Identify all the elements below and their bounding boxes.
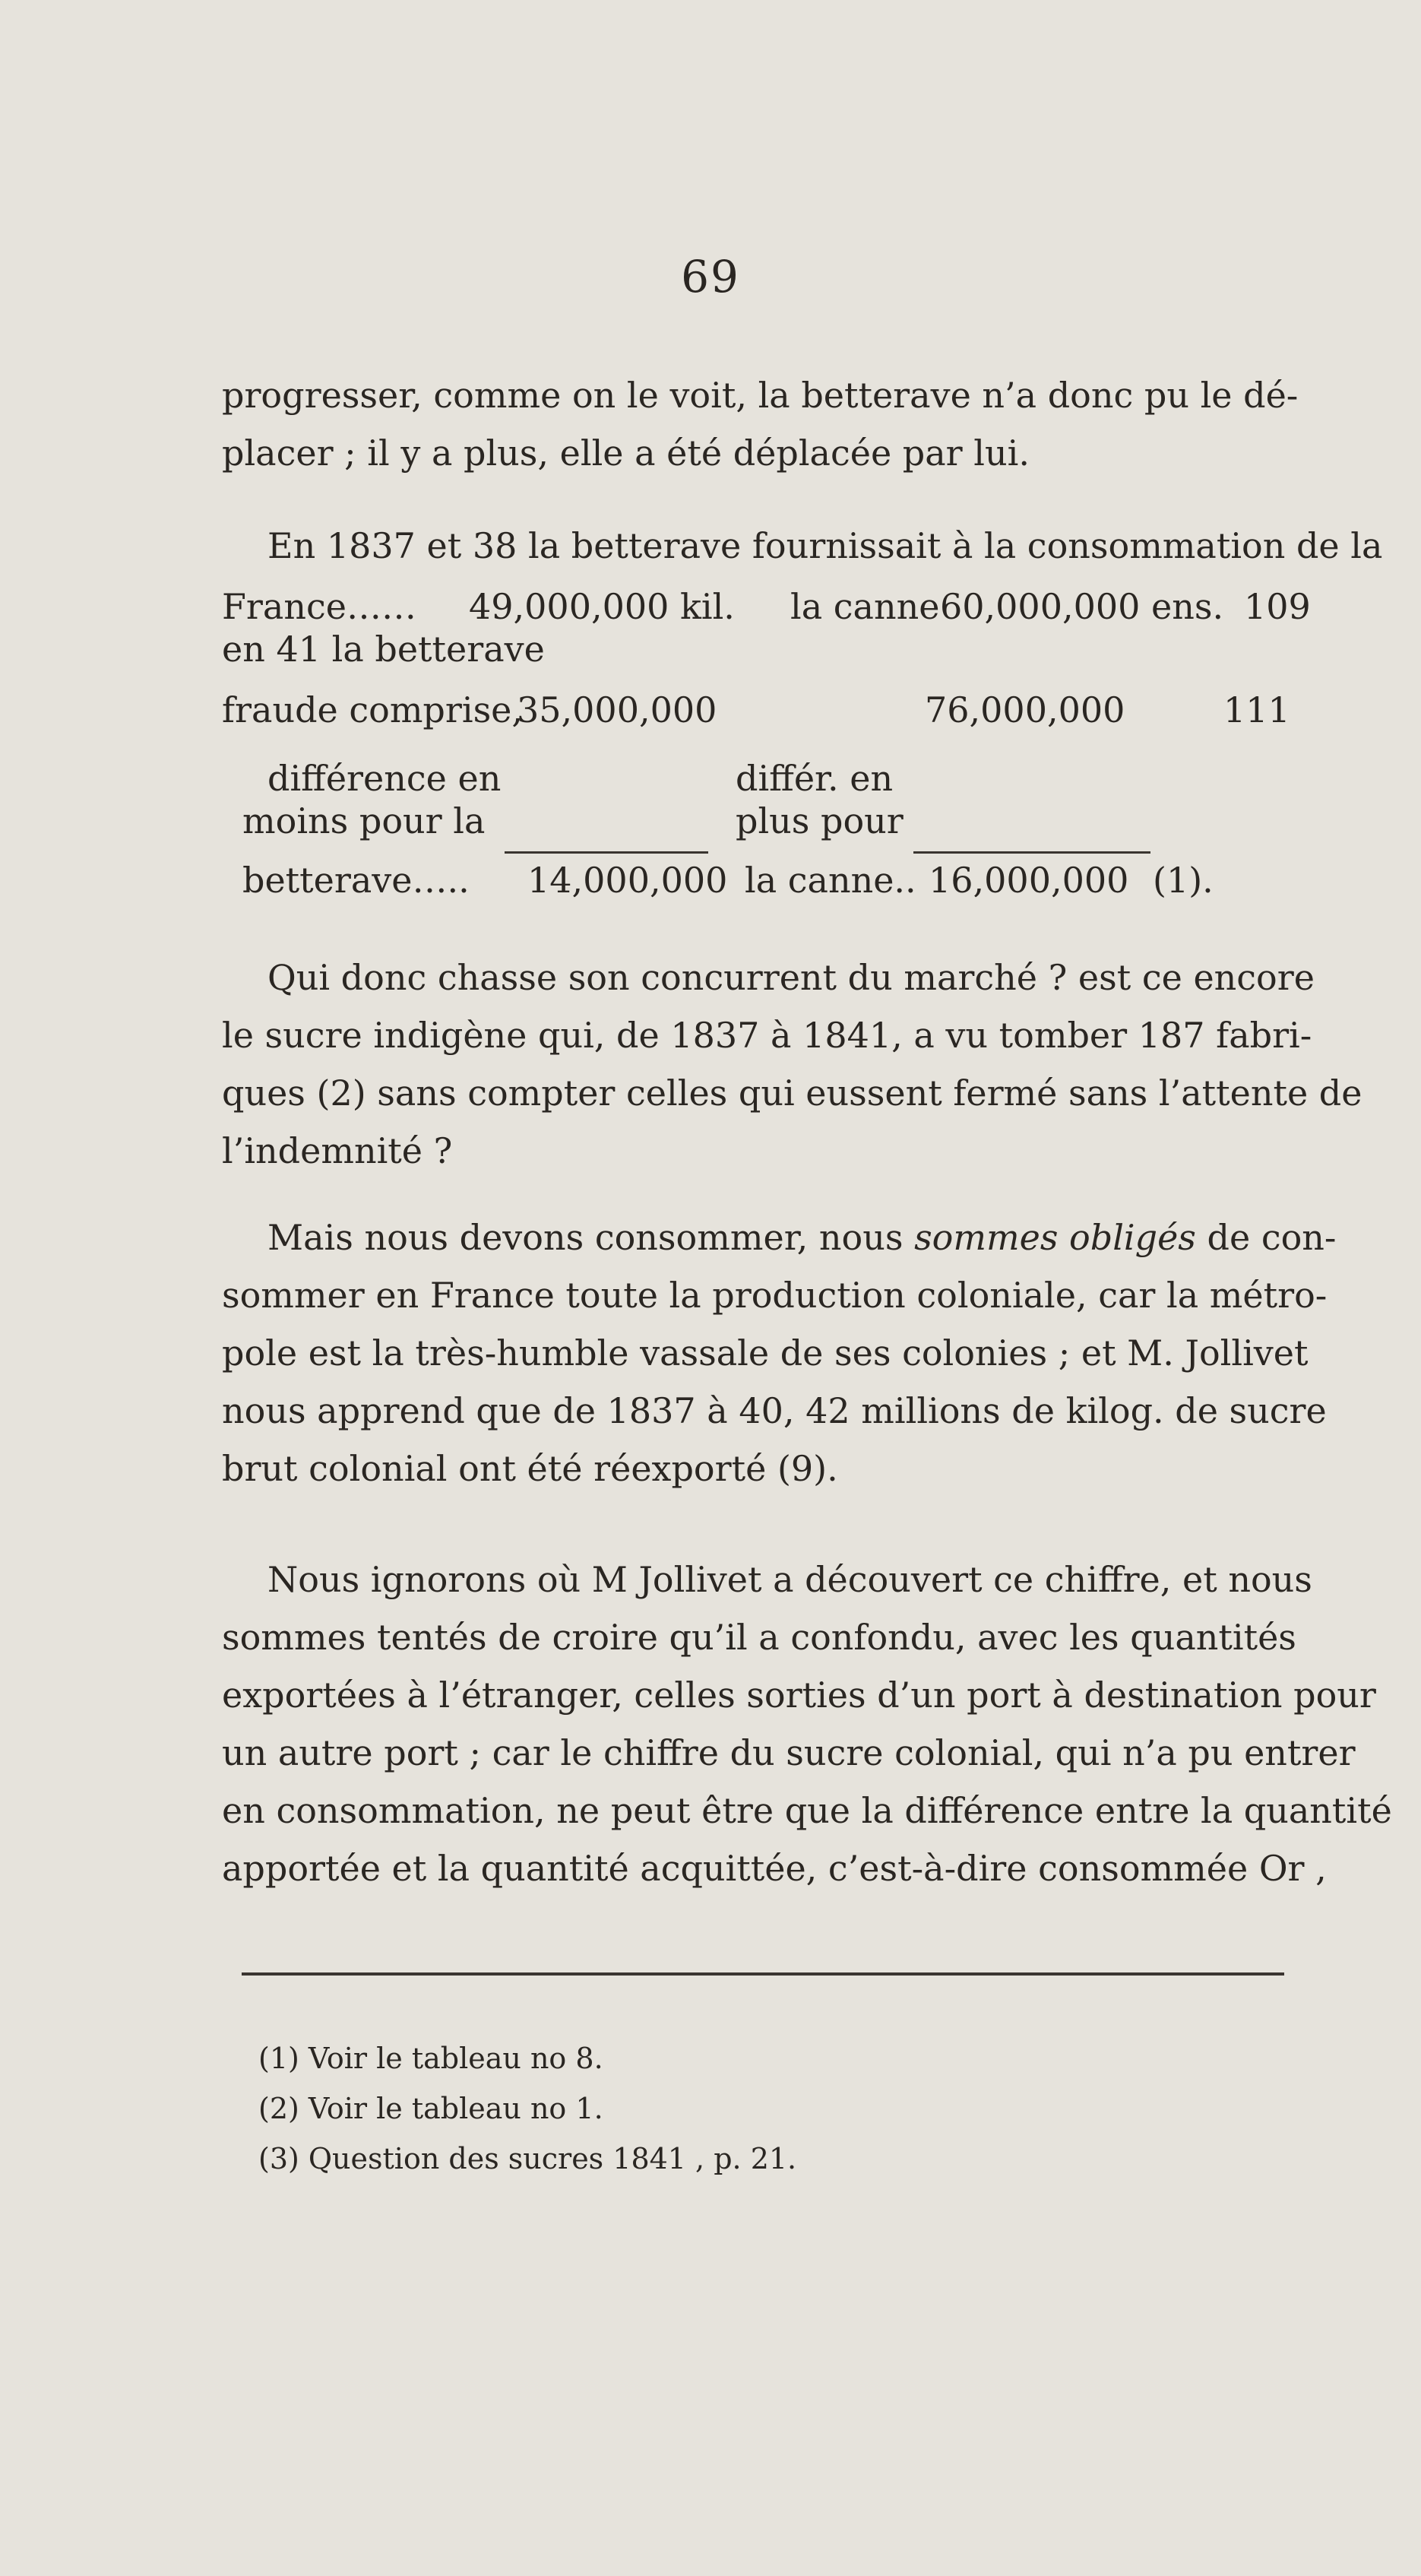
text-line: progresser, comme on le voit, la betterave n’a donc pu le dé- bbox=[222, 375, 1299, 416]
sum-rule-cane bbox=[913, 851, 1150, 854]
page-number: 69 bbox=[681, 251, 740, 303]
row-label: moins pour la bbox=[242, 800, 486, 841]
text-line: en consommation, ne peut être que la différence entre la quantité bbox=[222, 1790, 1392, 1831]
cane-value: 60,000,000 ens. bbox=[940, 586, 1224, 627]
footnote-separator bbox=[242, 1972, 1284, 1976]
right-value: 111 bbox=[1223, 689, 1290, 730]
paragraph-2 bbox=[222, 949, 1362, 1180]
text-line: l’indemnité ? bbox=[222, 1130, 453, 1171]
footnotes bbox=[258, 2033, 796, 2184]
row-label: différ. en bbox=[736, 758, 894, 799]
text-run: Mais nous devons consommer, nous bbox=[267, 1217, 904, 1258]
text-line: le sucre indigène qui, de 1837 à 1841, a vu tomber 187 fabri- bbox=[222, 1015, 1312, 1056]
table-intro bbox=[222, 517, 1383, 575]
row-label: plus pour bbox=[736, 800, 904, 841]
cane-difference: 16,000,000 bbox=[929, 860, 1129, 901]
beet-difference: 14,000,000 bbox=[527, 860, 728, 901]
footnote: (2) Voir le tableau no 1. bbox=[258, 2092, 603, 2125]
footnote-ref: (1). bbox=[1153, 860, 1214, 901]
text-line: sommes tentés de croire qu’il a confondu, avec les quantités bbox=[222, 1617, 1296, 1658]
beet-value: 35,000,000 bbox=[517, 689, 717, 730]
text-line: nous apprend que de 1837 à 40, 42 millions de kilog. de sucre bbox=[222, 1390, 1327, 1431]
paragraph-3 bbox=[222, 1209, 1337, 1497]
text-line: brut colonial ont été réexporté (9). bbox=[222, 1448, 838, 1489]
sum-rule-beet bbox=[505, 851, 708, 854]
text-line: En 1837 et 38 la betterave fournissait à la consommation de la bbox=[267, 525, 1383, 566]
text-line: sommer en France toute la production coloniale, car la métro- bbox=[222, 1275, 1328, 1316]
emphasis-text: sommes obligés bbox=[914, 1217, 1196, 1258]
row-label: en 41 la betterave bbox=[222, 629, 545, 670]
cane-value: 76,000,000 bbox=[925, 689, 1125, 730]
text-line: pole est la très-humble vassale de ses colonies ; et M. Jollivet bbox=[222, 1332, 1309, 1374]
text-line: apportée et la quantité acquittée, c’est-à-dire consommée Or , bbox=[222, 1848, 1327, 1889]
row-label: différence en bbox=[267, 758, 502, 799]
cane-label: la canne bbox=[790, 586, 940, 627]
text-line: Nous ignorons où M Jollivet a découvert ce chiffre, et nous bbox=[267, 1559, 1312, 1600]
footnote: (3) Question des sucres 1841 , p. 21. bbox=[258, 2142, 797, 2175]
paragraph-1 bbox=[222, 366, 1299, 482]
beet-value: 49,000,000 kil. bbox=[469, 586, 735, 627]
text-line: ques (2) sans compter celles qui eussent fermé sans l’attente de bbox=[222, 1073, 1362, 1114]
text-line: placer ; il y a plus, elle a été déplacée par lui. bbox=[222, 433, 1030, 474]
row-label: la canne.. bbox=[745, 860, 916, 901]
text-line: un autre port ; car le chiffre du sucre colonial, qui n’a pu entrer bbox=[222, 1732, 1356, 1773]
footnote: (1) Voir le tableau no 8. bbox=[258, 2042, 603, 2075]
text-run: de con- bbox=[1207, 1217, 1337, 1258]
row-label: France…… bbox=[222, 586, 416, 627]
row-label: betterave….. bbox=[242, 860, 470, 901]
paragraph-4 bbox=[222, 1551, 1392, 1897]
right-value: 109 bbox=[1244, 586, 1311, 627]
row-label: fraude comprise, bbox=[222, 689, 524, 730]
text-line: Qui donc chasse son concurrent du marché ? est ce encore bbox=[267, 957, 1315, 998]
text-line bbox=[222, 1209, 1337, 1266]
text-line: exportées à l’étranger, celles sorties d’un port à destination pour bbox=[222, 1675, 1376, 1716]
